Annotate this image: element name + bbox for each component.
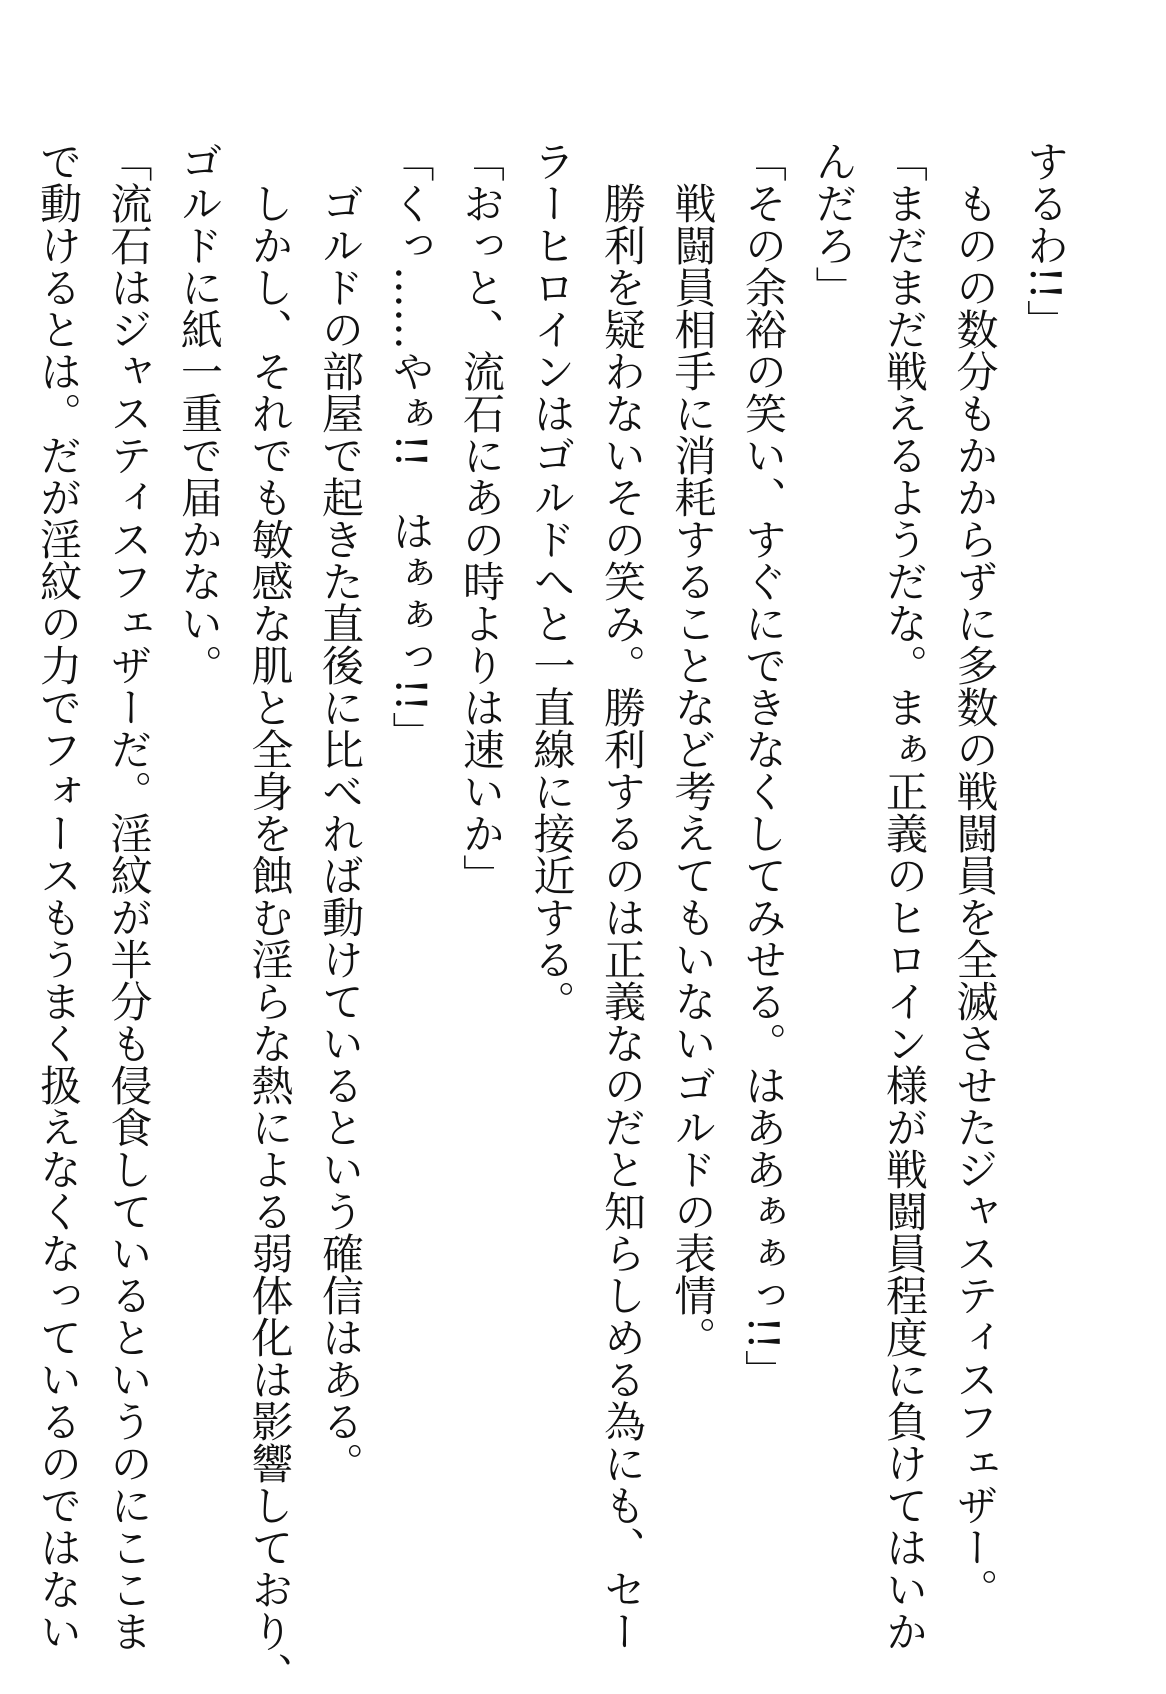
- text-line: 「流石はジャスティスフェザーだ。淫紋が半分も侵食しているというのにここま: [104, 140, 154, 1652]
- text-line: しかし、それでも敏感な肌と全身を蝕む淫らな熱による弱体化は影響しており、: [245, 140, 295, 1694]
- vertical-text-body: [34, 140, 1080, 1694]
- text-line: 「その余裕の笑い、すぐにできなくしてみせる。はああぁぁっ!!」: [739, 140, 788, 1392]
- text-line: 「くっ……やぁ!! はぁぁっ!!」: [386, 140, 436, 754]
- text-line: ゴルドの部屋で起きた直後に比べれば動けているという確信はある。: [316, 140, 365, 1484]
- text-line: んだろ」: [809, 140, 859, 308]
- text-line: 「まだまだ戦えるようだな。まぁ正義のヒロイン様が戦闘員程度に負けてはいか: [880, 140, 929, 1652]
- text-line: 戦闘員相手に消耗することなど考えてもいないゴルドの表情。: [668, 140, 718, 1358]
- text-line: ものの数分もかからずに多数の戦闘員を全滅させたジャスティスフェザー。: [950, 140, 1000, 1610]
- text-line: 勝利を疑わないその笑み。勝利するのは正義なのだと知らしめる為にも、セー: [598, 140, 647, 1652]
- text-line: で動けるとは。だが淫紋の力でフォースもうまく扱えなくなっているのではない: [34, 140, 83, 1652]
- text-line: ラーヒロインはゴルドへと一直線に接近する。: [527, 140, 577, 1022]
- text-line: 「おっと、流石にあの時よりは速いか」: [457, 140, 506, 896]
- text-line: ゴルドに紙一重で届かない。: [175, 140, 224, 686]
- text-line: するわ!!」: [1021, 140, 1070, 342]
